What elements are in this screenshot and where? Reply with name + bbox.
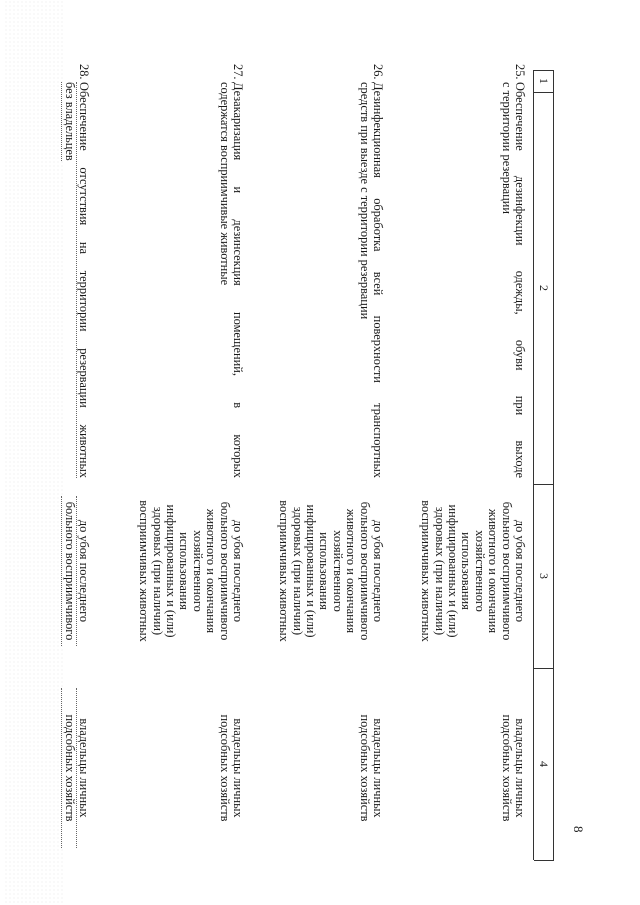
- period-line: здоровых (при наличии): [150, 506, 165, 636]
- measure-text: Дезинфекционная обработка всей поверхности транспортных: [371, 82, 385, 478]
- period-cell: [419, 496, 526, 646]
- column-header-3: 3: [537, 573, 551, 579]
- table-row: [61, 82, 90, 478]
- responsible-line: подсобных хозяйств: [499, 714, 514, 822]
- period-line: использования: [317, 532, 332, 610]
- measure-text: с территории резервации: [499, 82, 514, 215]
- measure-text: без владельцев: [62, 82, 77, 161]
- period-line: использования: [177, 532, 192, 610]
- period-line: до убоя последнего: [371, 519, 385, 623]
- responsible-cell: [61, 688, 90, 848]
- period-line: восприимчивых животных: [419, 500, 434, 642]
- table-right-border: [534, 860, 554, 861]
- period-line: животного и окончания: [486, 508, 501, 634]
- period-cell: [137, 496, 244, 646]
- responsible-line: подсобных хозяйств: [61, 688, 75, 848]
- period-line: здоровых (при наличии): [432, 506, 447, 636]
- period-cell: [61, 496, 90, 646]
- period-line: до убоя последнего: [231, 519, 245, 623]
- measure-text: средств при выезде с территории резервации: [357, 82, 372, 320]
- period-line: хозяйственного: [330, 530, 345, 612]
- period-line: инфицированных и (или): [445, 504, 460, 638]
- scan-margin-noise: [4, 0, 64, 905]
- measure-text: Дезакаризация и дезинсекция помещений, в которых: [231, 82, 245, 478]
- period-line: до убоя последнего: [513, 519, 527, 623]
- responsible-line: подсобных хозяйств: [217, 714, 232, 822]
- period-cell: [277, 496, 384, 646]
- period-line: здоровых (при наличии): [290, 506, 305, 636]
- period-line: животного и окончания: [204, 508, 219, 634]
- responsible-cell: [357, 688, 384, 848]
- table-row: [357, 82, 384, 478]
- row-number: 26.: [371, 64, 385, 80]
- period-line: хозяйственного: [472, 530, 487, 612]
- responsible-line: владельцы личных: [76, 688, 90, 848]
- table-row: [217, 82, 244, 478]
- period-line: инфицированных и (или): [163, 504, 178, 638]
- page-number: 8: [571, 826, 586, 833]
- period-line: инфицированных и (или): [303, 504, 318, 638]
- responsible-cell: [499, 688, 526, 848]
- period-line: больного восприимчивого: [499, 501, 514, 641]
- period-line: больного восприимчивого: [217, 501, 232, 641]
- measure-text: содержатся восприимчивые животные: [217, 82, 232, 286]
- responsible-line: владельцы личных: [371, 718, 385, 818]
- responsible-line: владельцы личных: [513, 718, 527, 818]
- period-line: животного и окончания: [344, 508, 359, 634]
- responsible-line: владельцы личных: [231, 718, 245, 818]
- period-line: восприимчивых животных: [277, 500, 292, 642]
- measure-text: Обеспечение дезинфекции одежды, обуви при выходе: [513, 82, 527, 478]
- responsible-cell: [217, 688, 244, 848]
- period-line: использования: [459, 532, 474, 610]
- column-header-4: 4: [537, 761, 551, 767]
- column-header-1: 1: [537, 78, 551, 84]
- period-line: больного восприимчивого: [357, 501, 372, 641]
- period-line: хозяйственного: [190, 530, 205, 612]
- row-number: 27.: [231, 64, 245, 80]
- table-row: [499, 82, 526, 478]
- period-line: восприимчивых животных: [137, 500, 152, 642]
- measure-text: Обеспечение отсутствия на территории резервации животных: [77, 82, 91, 478]
- responsible-line: подсобных хозяйств: [357, 714, 372, 822]
- column-header-2: 2: [537, 285, 551, 291]
- row-number: 25.: [513, 64, 527, 80]
- period-line: до убоя последнего: [76, 496, 90, 646]
- row-number: 28.: [77, 64, 91, 80]
- period-line: больного восприимчивого: [61, 496, 75, 646]
